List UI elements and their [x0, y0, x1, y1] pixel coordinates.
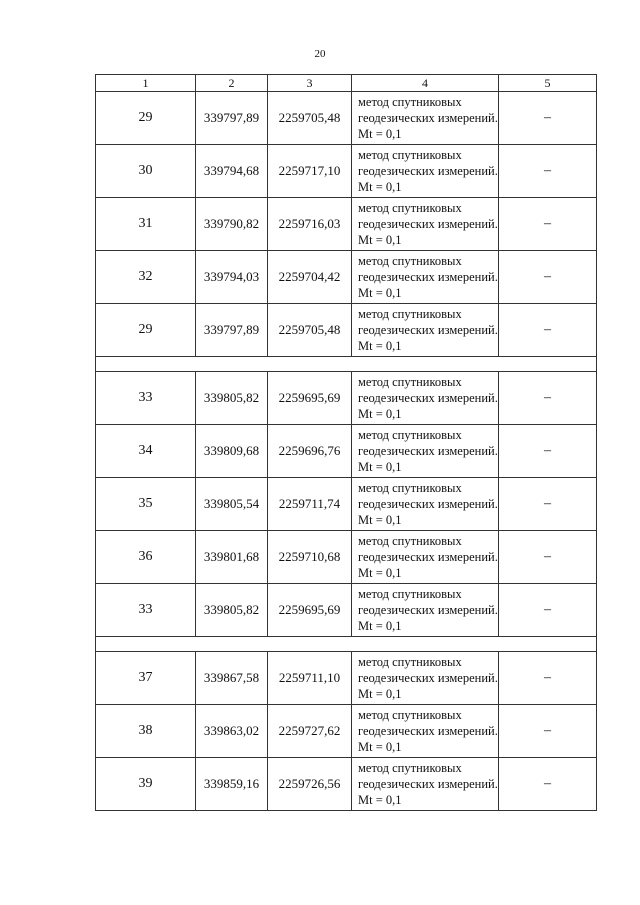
point-number-cell: 33: [96, 584, 196, 637]
table-row: [96, 652, 597, 705]
x-coordinate-cell: 339794,68: [196, 145, 268, 198]
method-cell: метод спутниковых геодезических измерений. Mt = 0,1: [352, 304, 499, 357]
point-number-cell: 30: [96, 145, 196, 198]
page-number: 20: [314, 48, 326, 60]
x-coordinate-cell: 339867,58: [196, 652, 268, 705]
note-cell: –: [499, 304, 597, 357]
y-coordinate-cell: 2259711,74: [268, 478, 352, 531]
column-header-4: 4: [352, 75, 499, 92]
table-row: [96, 425, 597, 478]
note-cell: –: [499, 251, 597, 304]
table-row: [96, 372, 597, 425]
note-cell: –: [499, 372, 597, 425]
x-coordinate-cell: 339859,16: [196, 758, 268, 811]
note-cell: –: [499, 425, 597, 478]
note-cell: –: [499, 705, 597, 758]
x-coordinate-cell: 339797,89: [196, 92, 268, 145]
table-row: [96, 478, 597, 531]
method-cell: метод спутниковых геодезических измерений. Mt = 0,1: [352, 531, 499, 584]
note-cell: –: [499, 145, 597, 198]
x-coordinate-cell: 339809,68: [196, 425, 268, 478]
point-number-cell: 32: [96, 251, 196, 304]
y-coordinate-cell: 2259711,10: [268, 652, 352, 705]
x-coordinate-cell: 339805,82: [196, 584, 268, 637]
y-coordinate-cell: 2259717,10: [268, 145, 352, 198]
method-cell: метод спутниковых геодезических измерений. Mt = 0,1: [352, 372, 499, 425]
note-cell: –: [499, 478, 597, 531]
separator-cell: [96, 357, 597, 372]
point-number-cell: 35: [96, 478, 196, 531]
table-row: [96, 198, 597, 251]
note-cell: –: [499, 584, 597, 637]
x-coordinate-cell: 339790,82: [196, 198, 268, 251]
y-coordinate-cell: 2259695,69: [268, 584, 352, 637]
y-coordinate-cell: 2259726,56: [268, 758, 352, 811]
x-coordinate-cell: 339805,82: [196, 372, 268, 425]
table-row: [96, 145, 597, 198]
table-row: [96, 758, 597, 811]
method-cell: метод спутниковых геодезических измерений. Mt = 0,1: [352, 251, 499, 304]
column-header-1: 1: [96, 75, 196, 92]
y-coordinate-cell: 2259695,69: [268, 372, 352, 425]
x-coordinate-cell: 339805,54: [196, 478, 268, 531]
y-coordinate-cell: 2259705,48: [268, 304, 352, 357]
method-cell: метод спутниковых геодезических измерений. Mt = 0,1: [352, 425, 499, 478]
point-number-cell: 36: [96, 531, 196, 584]
table-row: [96, 584, 597, 637]
method-cell: метод спутниковых геодезических измерений. Mt = 0,1: [352, 758, 499, 811]
y-coordinate-cell: 2259716,03: [268, 198, 352, 251]
method-cell: метод спутниковых геодезических измерений. Mt = 0,1: [352, 705, 499, 758]
method-cell: метод спутниковых геодезических измерений. Mt = 0,1: [352, 652, 499, 705]
note-cell: –: [499, 92, 597, 145]
y-coordinate-cell: 2259710,68: [268, 531, 352, 584]
column-header-5: 5: [499, 75, 597, 92]
column-header-3: 3: [268, 75, 352, 92]
point-number-cell: 29: [96, 92, 196, 145]
x-coordinate-cell: 339794,03: [196, 251, 268, 304]
method-cell: метод спутниковых геодезических измерений. Mt = 0,1: [352, 584, 499, 637]
y-coordinate-cell: 2259696,76: [268, 425, 352, 478]
point-number-cell: 38: [96, 705, 196, 758]
x-coordinate-cell: 339801,68: [196, 531, 268, 584]
x-coordinate-cell: 339797,89: [196, 304, 268, 357]
method-cell: метод спутниковых геодезических измерений. Mt = 0,1: [352, 145, 499, 198]
separator-cell: [96, 637, 597, 652]
x-coordinate-cell: 339863,02: [196, 705, 268, 758]
column-header-2: 2: [196, 75, 268, 92]
point-number-cell: 37: [96, 652, 196, 705]
y-coordinate-cell: 2259727,62: [268, 705, 352, 758]
table-row: [96, 251, 597, 304]
header-row: [96, 75, 597, 92]
point-number-cell: 31: [96, 198, 196, 251]
y-coordinate-cell: 2259705,48: [268, 92, 352, 145]
table-row: [96, 304, 597, 357]
method-cell: метод спутниковых геодезических измерений. Mt = 0,1: [352, 92, 499, 145]
method-cell: метод спутниковых геодезических измерений. Mt = 0,1: [352, 478, 499, 531]
point-number-cell: 33: [96, 372, 196, 425]
note-cell: –: [499, 758, 597, 811]
method-cell: метод спутниковых геодезических измерений. Mt = 0,1: [352, 198, 499, 251]
point-number-cell: 29: [96, 304, 196, 357]
point-number-cell: 34: [96, 425, 196, 478]
coordinates-table: [95, 74, 597, 811]
table-row: [96, 705, 597, 758]
note-cell: –: [499, 652, 597, 705]
block-separator-row: [96, 357, 597, 372]
block-separator-row: [96, 637, 597, 652]
table-row: [96, 92, 597, 145]
table-row: [96, 531, 597, 584]
note-cell: –: [499, 198, 597, 251]
note-cell: –: [499, 531, 597, 584]
y-coordinate-cell: 2259704,42: [268, 251, 352, 304]
point-number-cell: 39: [96, 758, 196, 811]
